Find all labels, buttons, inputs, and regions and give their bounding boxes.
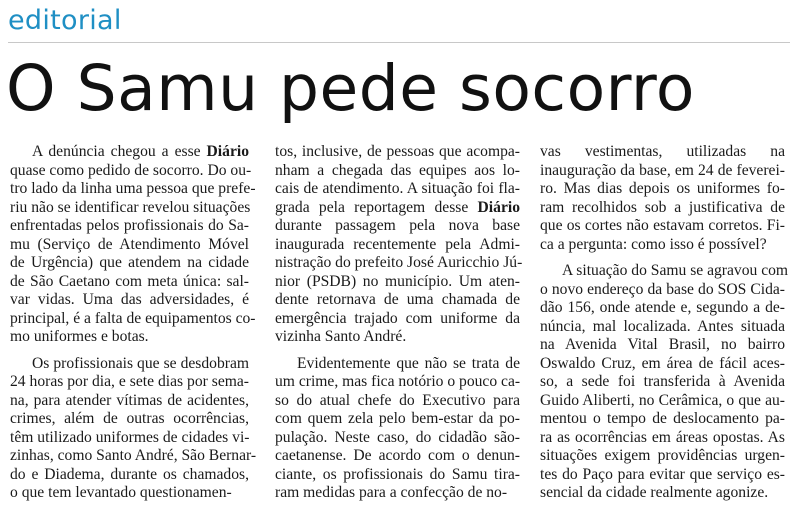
text-line xyxy=(275,180,520,199)
newspaper-name: Diário xyxy=(206,143,249,160)
text-line xyxy=(275,373,520,392)
text-line xyxy=(275,162,520,181)
text-fragment: ciante, os profissionais do Samu tira- xyxy=(275,465,520,483)
text-line xyxy=(275,217,520,236)
text-fragment: dão 156, onde atende e, segundo a de- xyxy=(540,299,785,316)
text-line xyxy=(10,355,249,374)
text-fragment: so, a sede foi transferida à Avenida xyxy=(540,373,785,390)
text-line xyxy=(540,281,785,300)
text-line xyxy=(540,466,785,485)
text-fragment: do e Diadema, durante os chamados, xyxy=(10,465,249,483)
text-line xyxy=(275,328,520,347)
paragraph xyxy=(540,262,789,503)
text-fragment: mo uniformes e botas. xyxy=(10,328,149,345)
text-fragment: Oswaldo Cruz, em área de fácil aces- xyxy=(540,354,785,372)
text-fragment: cais de atendimento. A situação foi fla- xyxy=(275,180,520,197)
text-fragment: vizinha Santo André. xyxy=(275,328,407,345)
text-fragment: zinhas, como Santo André, São Bernar- xyxy=(10,447,257,464)
text-fragment: ca a pergunta: como isso é possível? xyxy=(540,235,767,253)
text-fragment: ro. Mas dias depois os uniformes fo- xyxy=(540,180,785,197)
text-fragment: principal, é a falta de equipamentos co- xyxy=(10,309,256,327)
text-line xyxy=(275,447,520,466)
text-fragment: mentou o tempo de deslocamento pa- xyxy=(540,410,785,427)
text-fragment: na, para atender vítimas de acidentes, xyxy=(10,391,249,409)
text-line xyxy=(275,466,520,485)
text-line xyxy=(10,161,252,181)
text-line xyxy=(275,199,520,218)
text-line xyxy=(275,273,520,292)
column-2 xyxy=(275,143,523,503)
text-fragment: núncia, mal localizada. Antes situada xyxy=(540,317,785,335)
text-line xyxy=(10,484,249,503)
text-fragment: Guido Aliberti, no Cerâmica, o que au- xyxy=(540,391,785,409)
text-line xyxy=(540,355,785,374)
text-line xyxy=(10,410,249,429)
text-line xyxy=(540,484,785,503)
text-line xyxy=(10,273,249,292)
header-divider xyxy=(8,42,790,43)
text-line xyxy=(10,236,249,255)
text-line xyxy=(540,217,785,236)
text-line xyxy=(540,143,785,162)
text-fragment: crimes, além de outras ocorrências, xyxy=(10,410,249,427)
paragraph xyxy=(10,354,257,503)
text-fragment: tos, inclusive, de pessoas que acompa- xyxy=(275,143,520,160)
text-fragment: nistração do prefeito José Auricchio Jú- xyxy=(275,254,523,271)
text-line xyxy=(540,447,785,466)
text-fragment: grada pela reportagem desse xyxy=(275,198,478,216)
text-line xyxy=(275,254,523,273)
text-fragment: ra as ocorrências em áreas opostas. As xyxy=(540,428,785,446)
text-line xyxy=(540,199,785,218)
text-fragment: situações exigem providências urgen- xyxy=(540,447,785,464)
text-line xyxy=(10,309,256,329)
text-fragment: A denúncia chegou a esse xyxy=(32,143,207,160)
text-line xyxy=(540,236,785,255)
text-line xyxy=(275,355,520,374)
paragraph xyxy=(540,143,785,254)
paragraph xyxy=(275,355,520,503)
text-fragment: sencial da cidade realmente agonize. xyxy=(540,484,769,501)
text-line xyxy=(10,254,249,273)
text-fragment: 24 horas por dia, e sete dias por sema- xyxy=(10,373,249,390)
text-line xyxy=(10,143,249,162)
column-3 xyxy=(540,143,789,503)
text-fragment: de Urgência) que atendem na cidade xyxy=(10,254,249,271)
text-fragment: enfrentadas pelos profissionais do Sa- xyxy=(10,217,249,234)
text-fragment: quase como pedido de socorro. Do ou- xyxy=(10,161,252,179)
text-fragment: so do atual chefe do Executivo para xyxy=(275,391,520,409)
text-line xyxy=(10,199,249,218)
text-fragment: tro lado da linha uma pessoa que prefe- xyxy=(10,180,256,197)
text-fragment: inauguração da base, em 24 de feverei- xyxy=(540,161,785,179)
text-line xyxy=(275,484,520,503)
text-fragment: têm utilizado uniformes de cidades vi- xyxy=(10,428,250,446)
column-1 xyxy=(10,143,257,503)
text-fragment: na Avenida Vital Brasil, no bairro xyxy=(540,336,785,353)
text-line xyxy=(10,217,249,236)
text-line xyxy=(540,373,785,392)
text-line xyxy=(275,143,520,162)
text-line xyxy=(540,162,785,181)
text-fragment: riu não se identificar revelou situações xyxy=(10,198,251,216)
text-line xyxy=(275,310,520,329)
text-fragment: o que tem levantado questionamen- xyxy=(10,484,232,501)
text-fragment: pulação. Neste caso, do cidadão são- xyxy=(275,428,520,446)
text-line xyxy=(275,236,520,255)
text-fragment: durante passagem pela nova base xyxy=(275,217,520,234)
text-fragment: Evidentemente que não se trata de xyxy=(297,354,520,372)
text-line xyxy=(275,291,520,310)
text-line xyxy=(10,291,249,310)
text-fragment: que os cortes não estavam corretos. Fi- xyxy=(540,217,785,234)
paragraph xyxy=(10,143,256,347)
text-fragment: inaugurada recentemente pela Admi- xyxy=(275,235,520,253)
paragraph xyxy=(275,143,523,347)
text-fragment: vas vestimentas, utilizadas na xyxy=(540,143,785,160)
text-line xyxy=(10,447,257,466)
text-line xyxy=(540,392,785,411)
text-line xyxy=(10,180,256,199)
text-fragment: tes do Paço para evitar que serviço es- xyxy=(540,465,785,483)
text-fragment: ram recolhidos sob a justificativa de xyxy=(540,198,785,216)
text-line xyxy=(540,410,785,429)
headline: O Samu pede socorro xyxy=(6,52,695,125)
text-line xyxy=(540,429,785,448)
text-fragment: de São Caetano com meta única: sal- xyxy=(10,272,249,290)
text-line xyxy=(10,328,249,347)
text-fragment: emergência trajado com uniforme da xyxy=(275,309,520,327)
text-fragment: nham a chegada das equipes aos lo- xyxy=(275,161,520,179)
text-line xyxy=(540,180,785,199)
text-line xyxy=(10,373,249,392)
text-line xyxy=(540,336,785,355)
text-fragment: A situação do Samu se agravou com xyxy=(562,262,789,279)
text-line xyxy=(540,299,785,318)
text-fragment: dente retornava de uma chamada de xyxy=(275,291,520,308)
text-line xyxy=(10,466,249,485)
text-fragment: ram medidas para a confecção de no- xyxy=(275,484,508,501)
text-line xyxy=(10,392,249,411)
newspaper-name: Diário xyxy=(477,198,520,216)
section-label: editorial xyxy=(8,5,122,36)
text-line xyxy=(275,410,520,429)
text-fragment: um crime, mas fica notório o pouco ca- xyxy=(275,373,521,390)
text-fragment: mu (Serviço de Atendimento Móvel xyxy=(10,235,249,253)
text-line xyxy=(275,429,520,448)
text-fragment: o novo endereço da base do SOS Cida- xyxy=(540,280,785,298)
text-fragment: var vidas. Uma das adversidades, é xyxy=(10,291,249,308)
text-fragment: nior (PSDB) no município. Um aten- xyxy=(275,272,520,290)
text-fragment: Os profissionais que se desdobram xyxy=(32,354,249,372)
text-line xyxy=(275,392,520,411)
text-line xyxy=(10,429,249,448)
text-fragment: com quem zela pelo bem-estar da po- xyxy=(275,410,520,427)
text-line xyxy=(540,318,785,337)
text-fragment: caetanense. De acordo com o denun- xyxy=(275,447,520,464)
text-line xyxy=(540,262,789,281)
